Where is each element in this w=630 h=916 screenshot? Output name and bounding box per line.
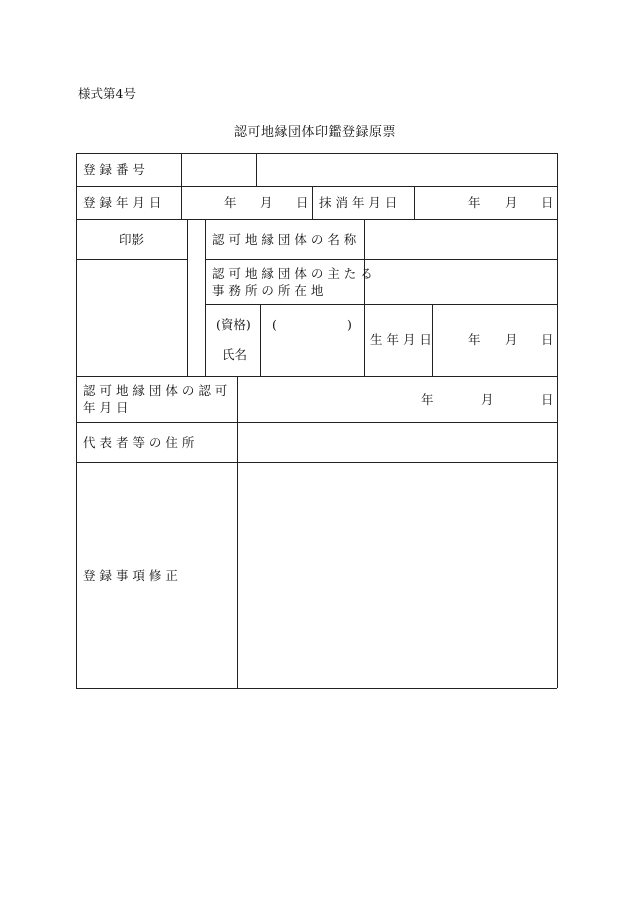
row-divider	[76, 219, 557, 220]
representative-address-label: 代 表 者 等 の 住 所	[83, 435, 195, 450]
border-right	[557, 153, 558, 688]
col-divider	[181, 153, 182, 219]
document-title: 認可地縁団体印鑑登録原票	[233, 125, 396, 140]
office-address-label: 認 可 地 縁 団 体 の 主 た る	[212, 266, 373, 281]
cancel-year: 年	[468, 195, 481, 210]
seal-label-divider	[76, 259, 187, 260]
birth-day: 日	[541, 332, 554, 347]
cancel-date-label: 抹 消 年 月 日	[319, 195, 398, 210]
col-divider	[237, 376, 238, 688]
approval-year: 年	[421, 392, 434, 407]
approval-date-label: 年 月 日	[83, 400, 129, 415]
name-label: 氏名	[222, 347, 248, 362]
registration-day: 日	[296, 195, 309, 210]
row-divider	[76, 422, 557, 423]
approval-date-label: 認 可 地 縁 団 体 の 認 可	[83, 383, 228, 398]
birth-date-label: 生 年 月 日	[370, 332, 432, 347]
approval-month: 月	[481, 392, 494, 407]
border-left	[76, 153, 77, 688]
border-bottom	[76, 688, 557, 689]
cancel-day: 日	[541, 195, 554, 210]
row-divider	[76, 462, 557, 463]
registration-date-label: 登 録 年 月 日	[83, 195, 162, 210]
row-divider	[76, 376, 557, 377]
seal-registration-form	[76, 153, 557, 688]
group-name-label: 認 可 地 縁 団 体 の 名 称	[212, 232, 357, 247]
row-divider	[76, 186, 557, 187]
col-divider	[205, 219, 206, 376]
seal-label: 印影	[119, 232, 145, 247]
registration-month: 月	[260, 195, 273, 210]
border-top	[76, 153, 557, 154]
amendment-label: 登 録 事 項 修 正	[83, 568, 178, 583]
qualification-paren-close: )	[347, 317, 352, 332]
office-address-label: 事 務 所 の 所 在 地	[212, 283, 324, 298]
registration-year: 年	[224, 195, 237, 210]
qualification-paren-open: (	[272, 317, 277, 332]
approval-day: 日	[541, 392, 554, 407]
form-number: 様式第4号	[78, 86, 136, 101]
col-divider	[260, 304, 261, 376]
col-divider	[364, 219, 365, 376]
birth-month: 月	[505, 332, 518, 347]
col-divider	[432, 304, 433, 376]
col-divider	[187, 219, 188, 376]
birth-year: 年	[468, 332, 481, 347]
col-divider	[256, 153, 257, 186]
qualification-label: (資格)	[216, 317, 251, 332]
cancel-month: 月	[505, 195, 518, 210]
col-divider	[312, 186, 313, 219]
col-divider	[414, 186, 415, 219]
row-divider	[205, 259, 557, 260]
registration-number-label: 登 録 番 号	[83, 162, 145, 177]
row-divider	[205, 304, 557, 305]
